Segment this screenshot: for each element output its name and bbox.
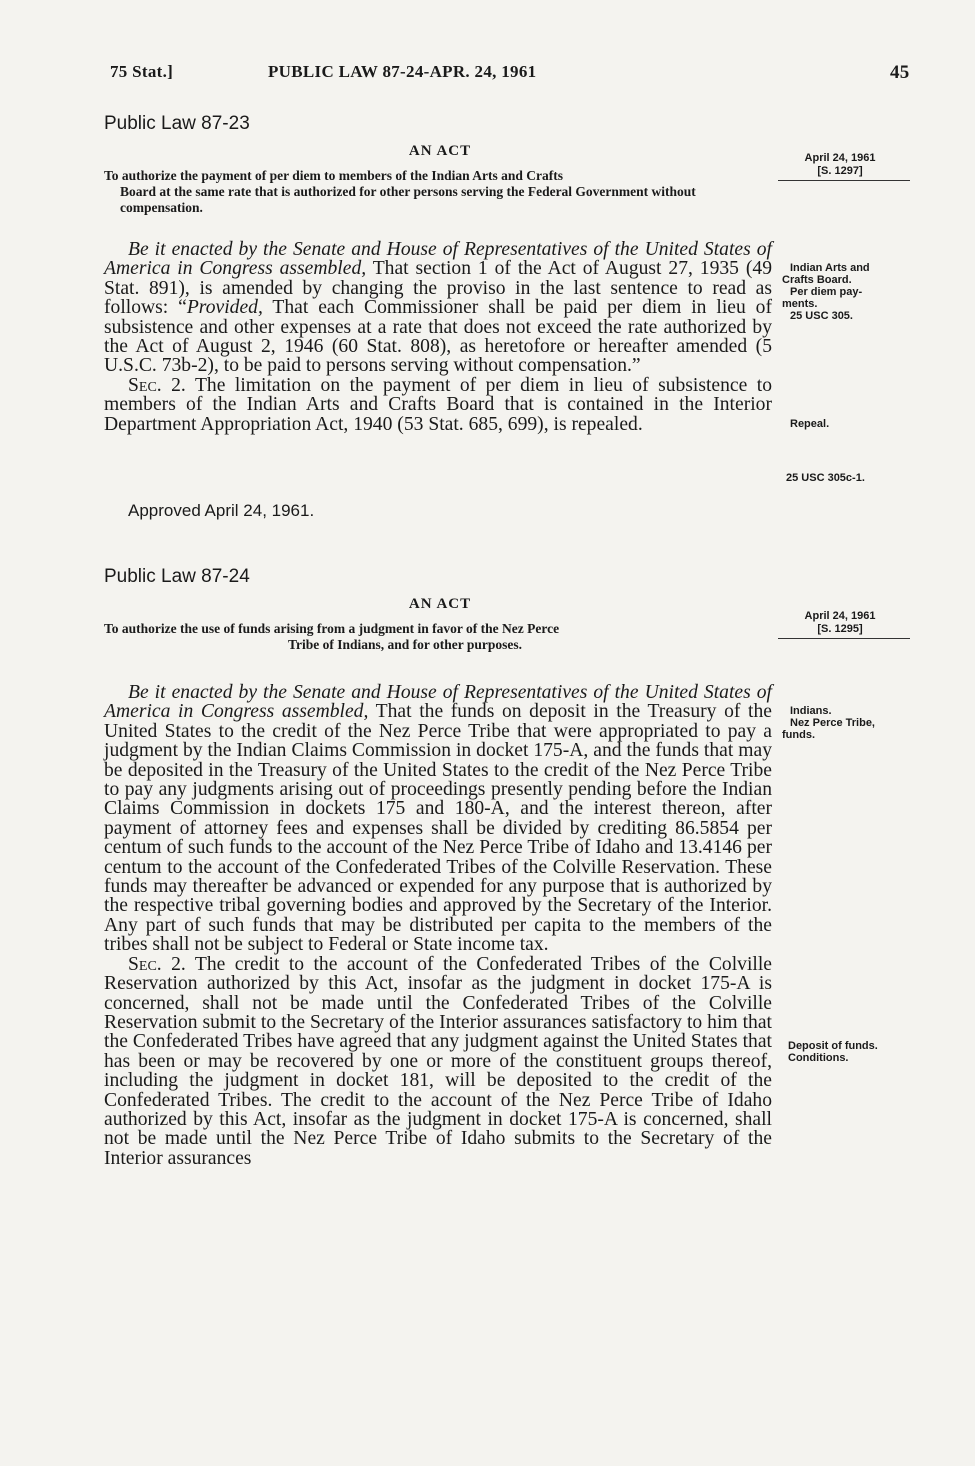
- purpose-continuation: Board at the same rate that is authorized for other persons serving the Federal Government without compensation.: [120, 184, 696, 215]
- margin-note-deposit: Deposit of funds. Conditions.: [788, 1040, 878, 1064]
- margin-note-indians: Indians. Nez Perce Tribe, funds.: [782, 705, 875, 741]
- law1-body: [104, 240, 772, 434]
- running-head-left: 75 Stat.]: [110, 62, 174, 81]
- margin-date: April 24, 1961: [804, 610, 876, 622]
- section-1: Be it enacted by the Senate and House of Representatives of the United States of America in Congress assembled, That section 1 of the Act of August 27, 1935 (49 Stat. 891), is amended by changing the proviso in the last sentence to read as follows: “Provided, That each Commissioner shall be paid per diem in lieu of subsistence and other expenses at a rate that does not exceed the rate authorized by the Act of August 2, 1946 (60 Stat. 808), as heretofore or hereafter amended (5 U.S.C. 73b-2), to be paid to persons serving without compensation.”: [104, 239, 772, 377]
- act-heading: AN ACT: [408, 596, 472, 612]
- margin-bill-number: [S. 1297]: [817, 165, 863, 177]
- purpose-first-line: To authorize the use of funds arising from a judgment in favor of the Nez Perce: [104, 621, 560, 636]
- margin-rule: [778, 180, 910, 181]
- margin-date: April 24, 1961: [804, 152, 876, 164]
- margin-note-indian-arts: Indian Arts and Crafts Board. Per diem pay- ments. 25 USC 305.: [782, 262, 870, 322]
- section-2: Sec. 2. The credit to the account of the Confederated Tribes of the Colville Reservation authorized by this Act, insofar as the judgment in docket 175-A is concerned, shall not be made until the Confederated Tribes of the Colville Reservation submit to the Secretary of the Interior assurances satisfactory to him that the Confederated Tribes have agreed that any judgment against the United States that has been or may be recovered by one or more of the constituent groups thereof, including the judgment in docket 181, will be deposited to the credit of the Confederated Tribes. The credit to the account of the Nez Perce Tribe of Idaho authorized by this Act, insofar as the judgment in docket 175-A is concerned, shall not be made until the Nez Perce Tribe of Idaho submits to the Secretary of the Interior assurances: [104, 953, 772, 1169]
- page-number: 45: [890, 62, 910, 83]
- law-title: Public Law 87-24: [104, 566, 250, 587]
- enacting-clause: Be it enacted by the Senate and House of Representatives of the United States of America in Congress assembled,: [104, 682, 772, 723]
- section-2: Sec. 2. The limitation on the payment of per diem in lieu of subsistence to members of the Indian Arts and Crafts Board that is contained in the Interior Department Appropriation Act, 1940 (53 Stat. 685, 699), is repealed.: [104, 374, 773, 435]
- approval-date: Approved April 24, 1961.: [128, 501, 315, 520]
- act-purpose: [104, 168, 772, 216]
- act-heading: AN ACT: [408, 143, 472, 159]
- margin-rule: [778, 638, 910, 639]
- margin-repeal: Repeal.: [790, 418, 830, 430]
- law-title: Public Law 87-23: [104, 113, 250, 134]
- purpose-first-line: To authorize the payment of per diem to members of the Indian Arts and Crafts: [104, 168, 563, 183]
- law2-body: [104, 683, 772, 1168]
- enacting-clause: Be it enacted by the Senate and House of Representatives of the United States of America in Congress assembled,: [104, 239, 772, 280]
- margin-usc: 25 USC 305c-1.: [786, 472, 865, 484]
- purpose-continuation: Tribe of Indians, and for other purposes.: [288, 637, 523, 652]
- margin-bill-number: [S. 1295]: [817, 623, 863, 635]
- act-purpose: [104, 621, 772, 653]
- running-head-title: PUBLIC LAW 87-24-APR. 24, 1961: [268, 62, 537, 81]
- section-1: Be it enacted by the Senate and House of Representatives of the United States of America in Congress assembled, That the funds on deposit in the Treasury of the United States to the credit of the Nez Perce Tribe that were appropriated to pay a judgment by the Indian Claims Commission in docket 175-A, and the funds that may be deposited in the Treasury of the United States to the credit of the Nez Perce Tribe to pay any judgments arising out of proceedings presently pending before the Indian Claims Commission in dockets 175 and 180-A, and the interest thereon, after payment of attorney fees and expenses shall be divided by crediting 86.5854 per centum of such funds to the account of the Nez Perce Tribe of Idaho and 13.4146 per centum to the account of the Confederated Tribes of the Colville Reservation. These funds may thereafter be advanced or expended for any purpose that is authorized by the respective tribal governing bodies and approved by the Secretary of the Interior. Any part of such funds that may be distributed per capita to the members of the tribes shall not be subject to Federal or State income tax.: [104, 682, 772, 956]
